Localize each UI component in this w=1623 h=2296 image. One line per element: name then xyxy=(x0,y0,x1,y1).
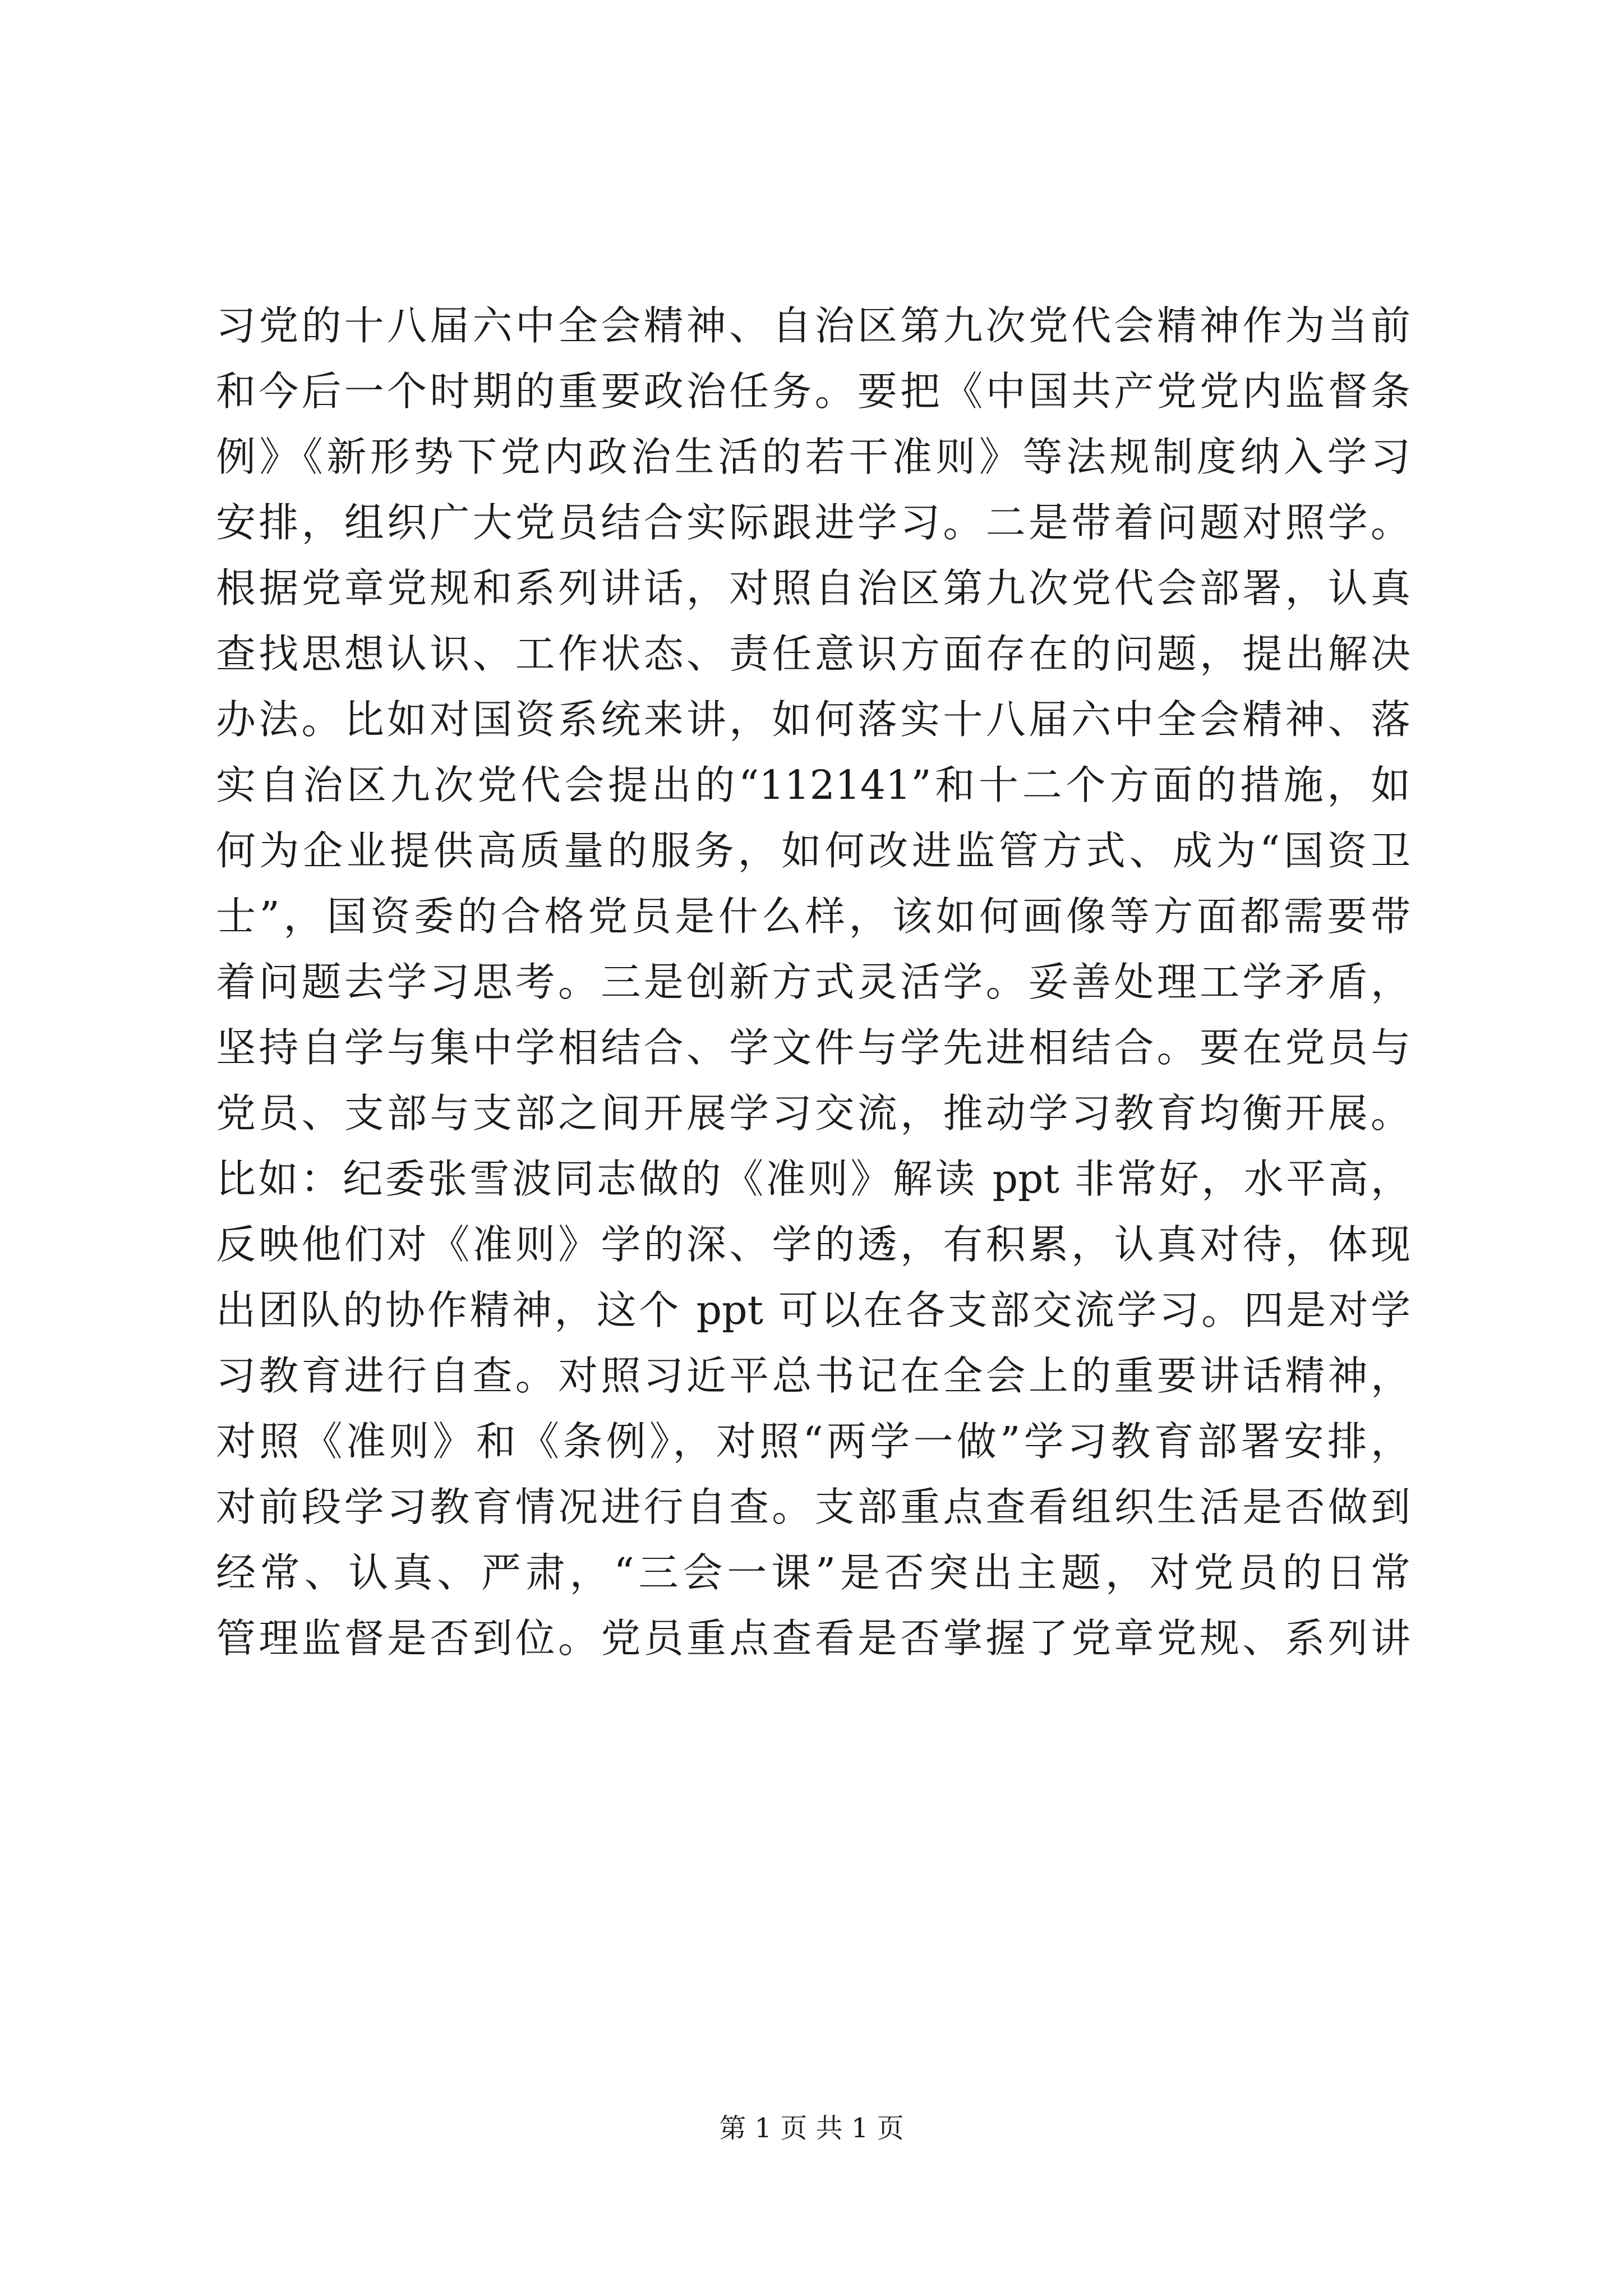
text-line: 反映他们对《准则》学的深、学的透，有积累，认真对待，体现 xyxy=(216,1221,1410,1268)
text-line: 比如：纪委张雪波同志做的《准则》解读 ppt 非常好，水平高， xyxy=(216,1156,1410,1202)
text-line: 例》《新形势下党内政治生活的若干准则》等法规制度纳入学习 xyxy=(216,434,1410,480)
text-line: 查找思想认识、工作状态、责任意识方面存在的问题，提出解决 xyxy=(216,631,1410,677)
text-line: 安排，组织广大党员结合实际跟进学习。二是带着问题对照学。 xyxy=(216,499,1410,546)
text-line: 着问题去学习思考。三是创新方式灵活学。妥善处理工学矛盾， xyxy=(216,959,1410,1005)
text-line: 实自治区九次党代会提出的“112141”和十二个方面的措施，如 xyxy=(216,762,1410,808)
text-line: 党员、支部与支部之间开展学习交流，推动学习教育均衡开展。 xyxy=(216,1090,1410,1137)
text-line: 对照《准则》和《条例》，对照“两学一做”学习教育部署安排， xyxy=(216,1418,1410,1465)
text-line: 士”，国资委的合格党员是什么样，该如何画像等方面都需要带 xyxy=(216,893,1410,940)
page-number-label: 第 1 页 共 1 页 xyxy=(719,2113,904,2144)
text-line: 管理监督是否到位。党员重点查看是否掌握了党章党规、系列讲 xyxy=(216,1615,1410,1662)
text-line: 办法。比如对国资系统来讲，如何落实十八届六中全会精神、落 xyxy=(216,696,1410,743)
body-text xyxy=(216,293,1410,1671)
text-line: 习党的十八届六中全会精神、自治区第九次党代会精神作为当前 xyxy=(216,302,1410,349)
text-line: 和今后一个时期的重要政治任务。要把《中国共产党党内监督条 xyxy=(216,368,1410,415)
text-line: 何为企业提供高质量的服务，如何改进监管方式、成为“国资卫 xyxy=(216,827,1410,874)
text-line: 出团队的协作精神，这个 ppt 可以在各支部交流学习。四是对学 xyxy=(216,1287,1410,1333)
text-line: 经常、认真、严肃，“三会一课”是否突出主题，对党员的日常 xyxy=(216,1549,1410,1596)
page-footer xyxy=(0,2106,1623,2145)
text-line: 根据党章党规和系列讲话，对照自治区第九次党代会部署，认真 xyxy=(216,565,1410,611)
text-line: 坚持自学与集中学相结合、学文件与学先进相结合。要在党员与 xyxy=(216,1024,1410,1071)
text-line: 习教育进行自查。对照习近平总书记在全会上的重要讲话精神， xyxy=(216,1352,1410,1399)
text-line: 对前段学习教育情况进行自查。支部重点查看组织生活是否做到 xyxy=(216,1484,1410,1530)
